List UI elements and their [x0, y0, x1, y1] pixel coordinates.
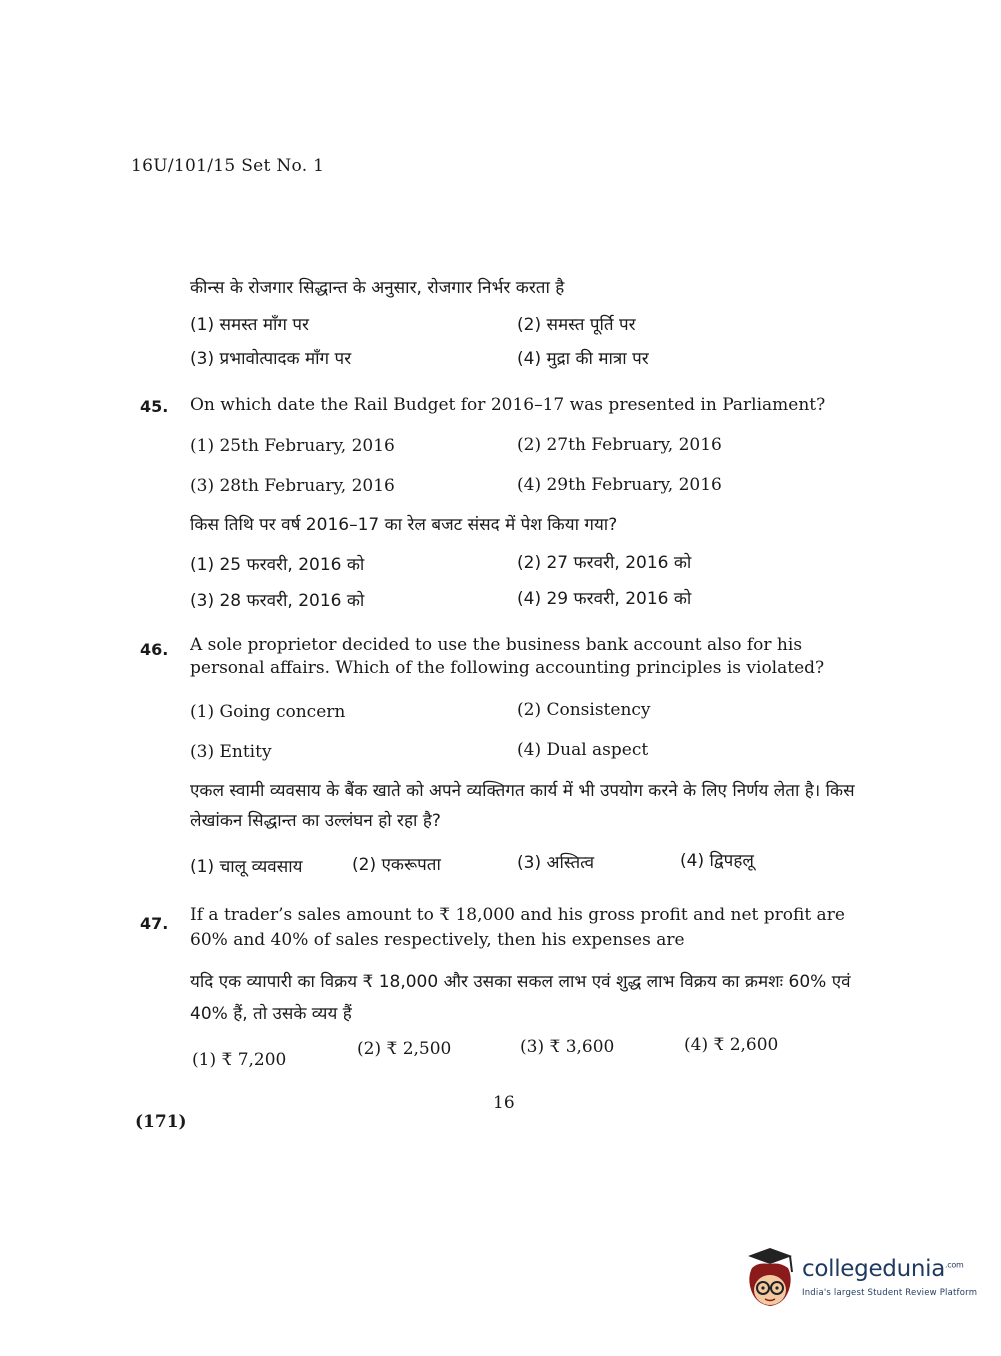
q46-option-4-hi: (4) द्विपहलू	[680, 851, 754, 871]
q46-option-2-en: (2) Consistency	[517, 700, 651, 720]
page-number: 16	[493, 1093, 515, 1113]
q45-option-4-hi: (4) 29 फरवरी, 2016 को	[517, 589, 692, 609]
set-code-header: 16U/101/15 Set No. 1	[131, 156, 325, 176]
q45-option-1-hi: (1) 25 फरवरी, 2016 को	[190, 555, 365, 575]
q45-option-2-hi: (2) 27 फरवरी, 2016 को	[517, 553, 692, 573]
q45-option-1-en: (1) 25th February, 2016	[190, 436, 395, 456]
paper-code: (171)	[135, 1112, 187, 1132]
logo-tagline: India's largest Student Review Platform	[802, 1288, 978, 1298]
q45-stem-hindi: किस तिथि पर वर्ष 2016–17 का रेल बजट संसद में पेश किया गया?	[190, 515, 618, 535]
q47-stem-english: If a trader’s sales amount to ₹ 18,000 and his gross profit and net profit are 60% and 40% of sales respectively, then his expenses are	[190, 905, 845, 950]
q45-option-3-hi: (3) 28 फरवरी, 2016 को	[190, 591, 365, 611]
q45-option-3-en: (3) 28th February, 2016	[190, 476, 395, 496]
q44-option-1: (1) समस्त माँग पर	[190, 315, 310, 335]
collegedunia-logo	[740, 1246, 978, 1316]
q46-option-1-hi: (1) चालू व्यवसाय	[190, 857, 303, 877]
q47-option-3: (3) ₹ 3,600	[520, 1037, 615, 1057]
q46-option-4-en: (4) Dual aspect	[517, 740, 649, 760]
q45-option-2-en: (2) 27th February, 2016	[517, 435, 722, 455]
q47-option-2: (2) ₹ 2,500	[357, 1039, 452, 1059]
q47-stem-hindi: यदि एक व्यापारी का विक्रय ₹ 18,000 और उसका सकल लाभ एवं शुद्ध लाभ विक्रय का क्रमशः 60% एवं 40% हैं, तो उसके व्यय हैं	[190, 972, 851, 1024]
mascot-icon	[740, 1246, 800, 1316]
q44-option-3: (3) प्रभावोत्पादक माँग पर	[190, 349, 352, 369]
q44-option-2: (2) समस्त पूर्ति पर	[517, 315, 636, 335]
q46-option-3-en: (3) Entity	[190, 742, 272, 762]
q46-option-1-en: (1) Going concern	[190, 702, 346, 722]
q47-option-4: (4) ₹ 2,600	[684, 1035, 779, 1055]
q46-option-3-hi: (3) अस्तित्व	[517, 853, 595, 873]
q46-option-2-hi: (2) एकरूपता	[352, 855, 441, 875]
q44-stem-hindi: कीन्स के रोजगार सिद्धान्त के अनुसार, रोजगार निर्भर करता है	[190, 278, 565, 298]
q47-number: 47.	[140, 914, 169, 933]
logo-suffix: .com	[945, 1260, 964, 1270]
q45-number: 45.	[140, 397, 169, 416]
q46-stem-hindi: एकल स्वामी व्यवसाय के बैंक खाते को अपने व्यक्तिगत कार्य में भी उपयोग करने के लिए निर्णय लेता है। किस लेखांकन सिद्धान्त का उल्लंघन हो रहा है?	[190, 781, 855, 831]
logo-name: collegedunia	[802, 1256, 946, 1282]
q46-number: 46.	[140, 640, 169, 659]
q47-option-1: (1) ₹ 7,200	[192, 1050, 287, 1070]
q45-stem-english: On which date the Rail Budget for 2016–17 was presented in Parliament?	[190, 395, 826, 415]
q45-option-4-en: (4) 29th February, 2016	[517, 475, 722, 495]
q44-option-4: (4) मुद्रा की मात्रा पर	[517, 349, 649, 369]
q46-stem-english: A sole proprietor decided to use the business bank account also for his personal affairs. Which of the following accounting principles is violated?	[190, 635, 825, 678]
